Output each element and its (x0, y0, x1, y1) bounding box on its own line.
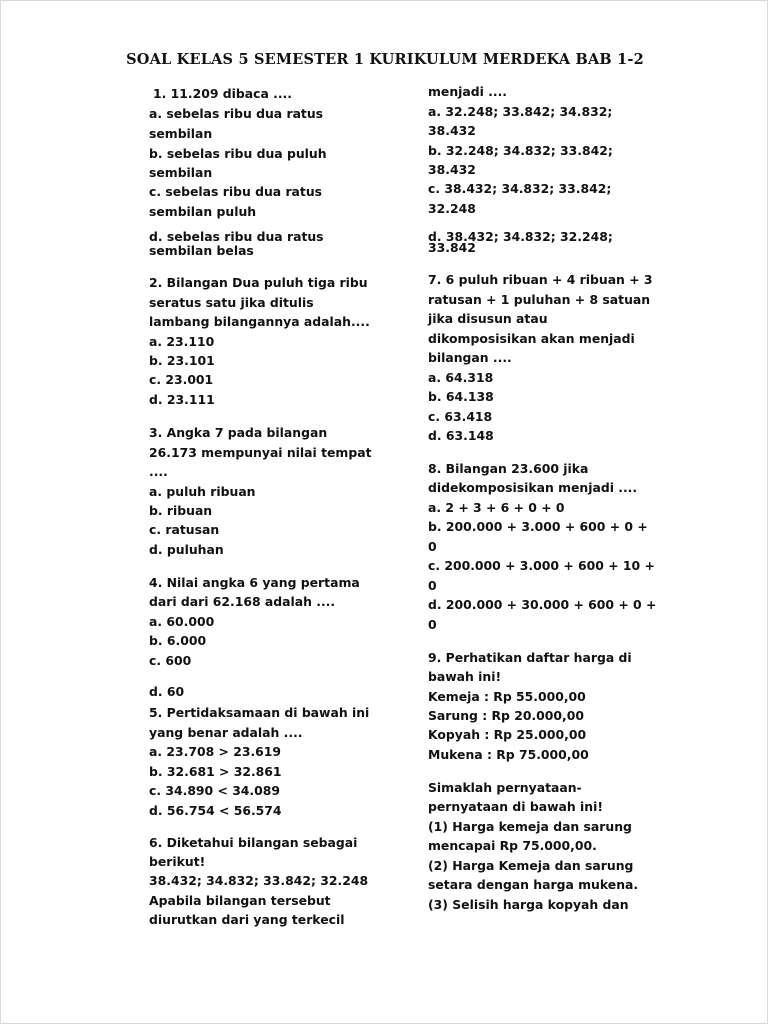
left-text-line: a. 60.000 (149, 614, 215, 629)
left-text-line: c. 600 (149, 653, 192, 668)
right-text-line: b. 200.000 + 3.000 + 600 + 0 + (428, 519, 648, 534)
right-text-line: (1) Harga kemeja dan sarung (428, 819, 632, 834)
left-text-line: d. 23.111 (149, 392, 215, 407)
right-text-line: 32.248 (428, 201, 476, 216)
left-text-line: berikut! (149, 854, 206, 869)
left-text-line: c. 34.890 < 34.089 (149, 783, 281, 798)
left-text-line: a. sebelas ribu dua ratus (149, 106, 324, 121)
left-text-line: lambang bilangannya adalah.... (149, 314, 370, 329)
left-text-line: dari dari 62.168 adalah .... (149, 594, 336, 609)
left-text-line: b. 23.101 (149, 353, 215, 368)
right-text-line: a. 64.318 (428, 370, 494, 385)
right-text-line: Kemeja : Rp 55.000,00 (428, 689, 586, 704)
right-text-line: (3) Selisih harga kopyah dan (428, 897, 629, 912)
left-text-line: .... (149, 464, 168, 479)
right-text-line: jika disusun atau (428, 311, 548, 326)
right-text-line: 33.842 (428, 240, 476, 255)
left-text-line: 1. 11.209 dibaca .... (153, 86, 292, 101)
left-text-line: d. 60 (149, 684, 185, 699)
left-text-line: 26.173 mempunyai nilai tempat (149, 445, 372, 460)
right-text-line: d. 38.432; 34.832; 32.248; (428, 229, 613, 244)
right-text-line: dikomposisikan akan menjadi (428, 331, 635, 346)
left-text-line: seratus satu jika ditulis (149, 295, 314, 310)
right-text-line: b. 32.248; 34.832; 33.842; (428, 143, 613, 158)
left-text-line: sembilan belas (149, 243, 254, 258)
right-text-line: c. 38.432; 34.832; 33.842; (428, 181, 612, 196)
left-text-line: c. ratusan (149, 522, 220, 537)
left-text-line: c. sebelas ribu dua ratus (149, 184, 323, 199)
left-text-line: c. 23.001 (149, 372, 214, 387)
right-text-line: 38.432 (428, 162, 476, 177)
right-text-line: d. 200.000 + 30.000 + 600 + 0 + (428, 597, 657, 612)
left-text-line: d. 56.754 < 56.574 (149, 803, 282, 818)
right-text-line: pernyataan di bawah ini! (428, 799, 603, 814)
right-text-line: d. 63.148 (428, 428, 494, 443)
right-text-line: 0 (428, 578, 437, 593)
right-text-line: 38.432 (428, 123, 476, 138)
left-text-line: 4. Nilai angka 6 yang pertama (149, 575, 360, 590)
right-text-line: Kopyah : Rp 25.000,00 (428, 727, 587, 742)
left-text-line: 38.432; 34.832; 33.842; 32.248 (149, 873, 369, 888)
right-text-line: (2) Harga Kemeja dan sarung (428, 858, 634, 873)
document-title: SOAL KELAS 5 SEMESTER 1 KURIKULUM MERDEKA BAB 1-2 (126, 51, 644, 68)
left-text-line: sembilan (149, 165, 213, 180)
left-text-line: b. 6.000 (149, 633, 207, 648)
right-text-line: b. 64.138 (428, 389, 494, 404)
right-text-line: ratusan + 1 puluhan + 8 satuan (428, 292, 651, 307)
right-text-line: Simaklah pernyataan- (428, 780, 582, 795)
left-text-line: b. 32.681 > 32.861 (149, 764, 282, 779)
left-text-line: a. 23.110 (149, 334, 215, 349)
left-text-line: Apabila bilangan tersebut (149, 893, 331, 908)
right-text-line: c. 63.418 (428, 409, 493, 424)
right-text-line: Mukena : Rp 75.000,00 (428, 747, 589, 762)
right-text-line: 0 (428, 617, 437, 632)
left-text-line: b. sebelas ribu dua puluh (149, 146, 327, 161)
left-text-line: yang benar adalah .... (149, 725, 303, 740)
right-text-line: 0 (428, 539, 437, 554)
left-text-line: b. ribuan (149, 503, 213, 518)
right-text-line: Sarung : Rp 20.000,00 (428, 708, 584, 723)
right-text-line: mencapai Rp 75.000,00. (428, 838, 597, 853)
right-text-line: bawah ini! (428, 669, 502, 684)
right-text-line: bilangan .... (428, 350, 512, 365)
left-text-line: diurutkan dari yang terkecil (149, 912, 345, 927)
left-text-line: 6. Diketahui bilangan sebagai (149, 835, 358, 850)
left-text-line: a. 23.708 > 23.619 (149, 744, 282, 759)
right-text-line: a. 32.248; 33.842; 34.832; (428, 104, 613, 119)
right-text-line: setara dengan harga mukena. (428, 877, 639, 892)
right-text-line: 9. Perhatikan daftar harga di (428, 650, 632, 665)
right-text-line: 7. 6 puluh ribuan + 4 ribuan + 3 (428, 272, 653, 287)
right-text-line: didekomposisikan menjadi .... (428, 480, 638, 495)
right-text-line: c. 200.000 + 3.000 + 600 + 10 + (428, 558, 655, 573)
left-text-line: d. puluhan (149, 542, 224, 557)
left-text-line: 3. Angka 7 pada bilangan (149, 425, 328, 440)
left-text-line: d. sebelas ribu dua ratus (149, 229, 324, 244)
left-text-line: 2. Bilangan Dua puluh tiga ribu (149, 275, 368, 290)
left-text-line: 5. Pertidaksamaan di bawah ini (149, 705, 370, 720)
left-text-line: a. puluh ribuan (149, 484, 256, 499)
left-text-line: sembilan puluh (149, 204, 257, 219)
right-text-line: 8. Bilangan 23.600 jika (428, 461, 589, 476)
right-text-line: menjadi .... (428, 84, 508, 99)
right-text-line: a. 2 + 3 + 6 + 0 + 0 (428, 500, 565, 515)
left-text-line: sembilan (149, 126, 213, 141)
